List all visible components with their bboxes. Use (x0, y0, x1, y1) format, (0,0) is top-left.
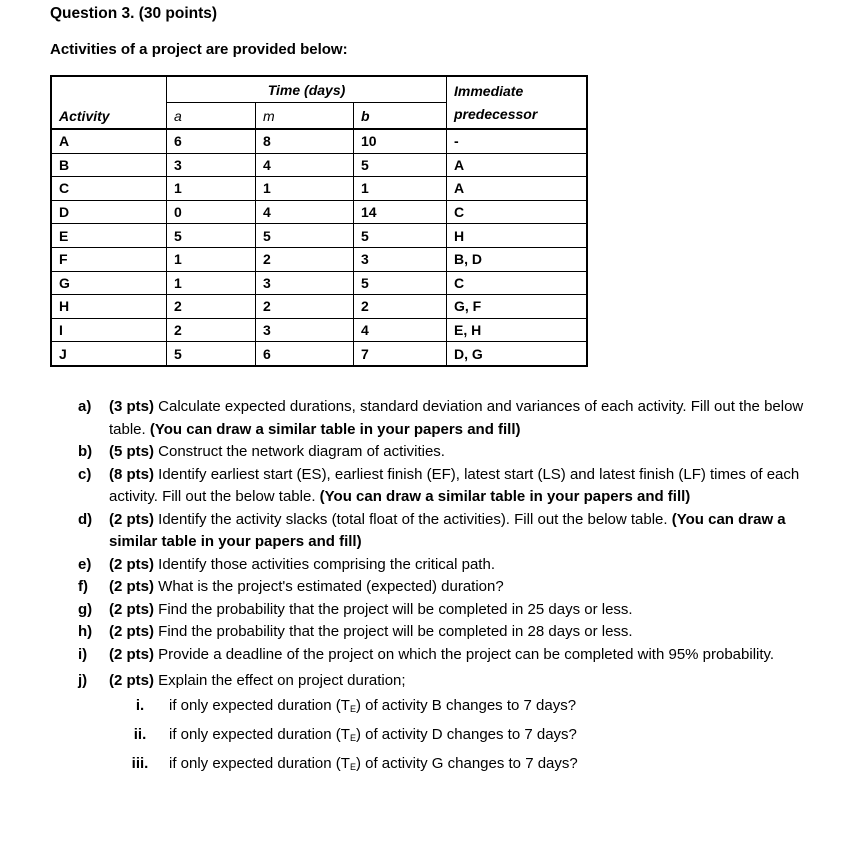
question-e (78, 554, 823, 577)
question-points: (2 pts) (109, 672, 154, 689)
cell-m: 6 (256, 342, 354, 366)
question-text: Calculate expected durations, standard deviation and variances of each activity. Fill out the below table. (109, 398, 804, 438)
cell-predecessor: D, G (447, 342, 588, 366)
question-label: i) (78, 645, 88, 663)
subquestion (78, 722, 823, 751)
question-label: b) (78, 443, 93, 460)
cell-a: 1 (167, 271, 256, 295)
header-pred-line1: Immediate (454, 82, 524, 99)
question-f (78, 576, 823, 599)
cell-m: 2 (256, 247, 354, 271)
cell-a: 1 (167, 247, 256, 271)
header-time-days: Time (days) (167, 76, 447, 103)
question-points: (2 pts) (109, 510, 154, 528)
question-points: (2 pts) (109, 555, 154, 573)
subquestion-number: ii. (133, 725, 147, 743)
subquestion-text-end: ) of activity G changes to 7 days? (355, 754, 578, 772)
cell-activity: C (51, 177, 167, 201)
question-points: (3 pts) (109, 398, 154, 415)
cell-b: 4 (354, 318, 447, 342)
cell-activity: I (51, 318, 167, 342)
cell-a: 0 (167, 200, 256, 224)
question-text: Find the probability that the project will be completed in 28 days or less. (154, 623, 633, 640)
subquestion-text: if only expected duration (T (169, 725, 350, 743)
question-points: (2 pts) (109, 645, 154, 663)
cell-activity: B (51, 153, 167, 177)
header-activity: Activity (51, 76, 167, 129)
table-header-row (51, 76, 587, 103)
cell-m: 2 (256, 295, 354, 319)
cell-a: 2 (167, 318, 256, 342)
subscript: E (349, 761, 356, 772)
question-label: a) (78, 398, 92, 415)
cell-activity: G (51, 271, 167, 295)
subquestion-text: if only expected duration (T (169, 696, 350, 714)
cell-a: 6 (167, 129, 256, 153)
table-row (51, 247, 587, 271)
question-label: d) (78, 510, 93, 528)
question-points: (5 pts) (109, 443, 154, 460)
subquestion-text-end: ) of activity D changes to 7 days? (355, 725, 577, 743)
cell-b: 14 (354, 200, 447, 224)
question-text: Identify earliest start (ES), earliest finish (EF), latest start (LS) and latest finish (LF) times of each activity. Fill out the below table. (109, 465, 800, 505)
cell-b: 3 (354, 247, 447, 271)
cell-predecessor: A (447, 153, 588, 177)
cell-activity: D (51, 200, 167, 224)
subquestion (78, 693, 823, 722)
subquestion-number: iii. (131, 754, 149, 772)
subquestion-text: if only expected duration (T (169, 754, 350, 772)
question-points: (8 pts) (109, 465, 154, 483)
cell-a: 1 (167, 177, 256, 201)
question-note: (You can draw a similar table in your papers and fill) (319, 488, 691, 505)
cell-predecessor: B, D (447, 247, 588, 271)
cell-activity: J (51, 342, 167, 366)
question-text: Construct the network diagram of activities. (154, 443, 445, 460)
activities-table (50, 75, 588, 367)
question-text: What is the project's estimated (expected) duration? (154, 578, 504, 595)
table-row (51, 200, 587, 224)
table-row (51, 271, 587, 295)
question-label: e) (78, 555, 92, 573)
subquestion-list (78, 693, 823, 780)
cell-b: 5 (354, 271, 447, 295)
cell-a: 5 (167, 342, 256, 366)
question-c (78, 464, 823, 509)
cell-m: 3 (256, 271, 354, 295)
question-points: (2 pts) (109, 578, 154, 595)
table-row (51, 177, 587, 201)
question-points: (2 pts) (109, 623, 154, 640)
cell-m: 1 (256, 177, 354, 201)
header-pred-line2: predecessor (454, 105, 538, 122)
questions-list (78, 396, 823, 780)
question-a (78, 396, 823, 441)
cell-predecessor: C (447, 200, 588, 224)
table-body (51, 129, 587, 366)
cell-predecessor: H (447, 224, 588, 248)
subquestion (78, 751, 823, 780)
cell-activity: F (51, 247, 167, 271)
cell-b: 10 (354, 129, 447, 153)
subquestion-text-end: ) of activity B changes to 7 days? (355, 696, 577, 714)
cell-b: 7 (354, 342, 447, 366)
question-heading: Question 3. (30 points) (50, 5, 218, 22)
question-d (78, 509, 823, 554)
subscript: E (349, 732, 356, 743)
table-row (51, 153, 587, 177)
question-label: h) (78, 623, 93, 640)
question-g (78, 599, 823, 622)
table-row (51, 295, 587, 319)
question-h (78, 621, 823, 644)
question-label: f) (78, 578, 88, 595)
question-b (78, 441, 823, 464)
cell-a: 2 (167, 295, 256, 319)
intro-text: Activities of a project are provided below: (50, 41, 348, 58)
subquestion-number: i. (135, 696, 145, 714)
cell-predecessor: G, F (447, 295, 588, 319)
question-note: (You can draw a similar table in your papers and fill) (109, 510, 786, 550)
question-text: Identify those activities comprising the critical path. (154, 555, 495, 573)
header-b: b (354, 103, 447, 130)
table-row (51, 318, 587, 342)
cell-m: 5 (256, 224, 354, 248)
cell-m: 3 (256, 318, 354, 342)
question-j (78, 670, 823, 693)
cell-b: 2 (354, 295, 447, 319)
cell-b: 1 (354, 177, 447, 201)
question-label: g) (78, 600, 93, 618)
cell-activity: H (51, 295, 167, 319)
table-row (51, 129, 587, 153)
header-a: a (167, 103, 256, 130)
question-points: (2 pts) (109, 600, 154, 618)
question-text: Identify the activity slacks (total float of the activities). Fill out the below table. (154, 510, 672, 528)
cell-predecessor: - (447, 129, 588, 153)
table-row (51, 342, 587, 366)
subscript: E (349, 703, 356, 714)
cell-activity: E (51, 224, 167, 248)
question-text: Explain the effect on project duration; (154, 672, 406, 689)
cell-predecessor: E, H (447, 318, 588, 342)
table-row (51, 224, 587, 248)
question-text: Find the probability that the project will be completed in 25 days or less. (154, 600, 633, 618)
cell-m: 8 (256, 129, 354, 153)
question-i (78, 644, 823, 667)
question-note: (You can draw a similar table in your papers and fill) (149, 420, 521, 438)
cell-b: 5 (354, 153, 447, 177)
cell-m: 4 (256, 153, 354, 177)
cell-predecessor: C (447, 271, 588, 295)
header-m: m (256, 103, 354, 130)
cell-m: 4 (256, 200, 354, 224)
header-immediate-predecessor (447, 76, 588, 129)
question-label: c) (78, 465, 92, 483)
cell-b: 5 (354, 224, 447, 248)
cell-activity: A (51, 129, 167, 153)
question-label: j) (78, 672, 88, 689)
cell-predecessor: A (447, 177, 588, 201)
cell-a: 3 (167, 153, 256, 177)
cell-a: 5 (167, 224, 256, 248)
question-text: Provide a deadline of the project on which the project can be completed with 95% probability. (154, 645, 775, 663)
